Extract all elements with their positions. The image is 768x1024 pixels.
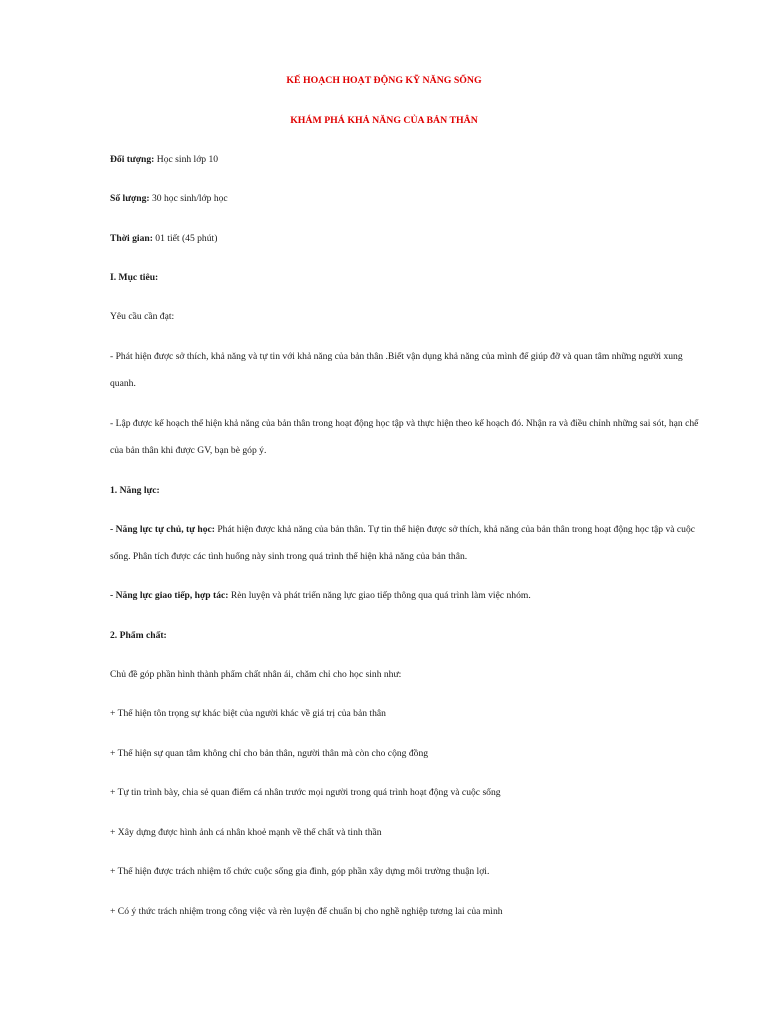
time-value: 01 tiết (45 phút) — [152, 233, 218, 244]
quality-item: + Tự tin trình bày, chia sẻ quan điểm cá nhân trước mọi người trong quá trình hoạt động và cuộc sống — [110, 787, 501, 798]
time-label: Thời gian: — [110, 233, 153, 244]
quality-item: + Thể hiện được trách nhiệm tổ chức cuộc sống gia đình, góp phần xây dựng môi trường thuận lợi. — [110, 866, 490, 877]
quality-intro: Chủ đề góp phần hình thành phẩm chất nhân ái, chăm chỉ cho học sinh như: — [110, 669, 402, 680]
quantity-value: 30 học sinh/lớp học — [149, 193, 228, 204]
requirements-intro: Yêu cầu cần đạt: — [110, 311, 175, 322]
competence-1-text: Phát hiện được khả năng của bản thân. Tự tin thể hiện được sở thích, khả năng của bản thân trong hoạt động học tập và cuộc sống. Phân tích được các tình huống này sinh trong quá trình thể hiện khả năng của bản thân. — [110, 524, 696, 562]
section-heading-competence: 1. Năng lực: — [110, 485, 160, 496]
competence-2-label: - Năng lực giao tiếp, hợp tác: — [110, 590, 229, 601]
requirement-paragraph-2: - Lập được kế hoạch thể hiện khả năng của bản thân trong hoạt động học tập và thực hiện theo kế hoạch đó. Nhận ra và điều chỉnh những sai sót, hạn chế của bản thân khi được GV, bạn bè góp ý. — [110, 418, 699, 456]
requirement-paragraph-1: - Phát hiện được sở thích, khả năng và tự tin với khả năng của bản thân .Biết vận dụng khả năng của mình để giúp đỡ và quan tâm những người xung quanh. — [110, 351, 683, 389]
target-line — [110, 154, 705, 166]
quality-item: + Xây dựng được hình ảnh cá nhân khoẻ mạnh về thể chất và tinh thần — [110, 827, 382, 838]
competence-1-label: - Năng lực tự chủ, tự học: — [110, 524, 215, 535]
competence-paragraph-2 — [110, 590, 705, 602]
document-subtitle: KHÁM PHÁ KHẢ NĂNG CỦA BẢN THÂN — [290, 115, 478, 126]
section-heading-quality: 2. Phẩm chất: — [110, 630, 167, 641]
section-heading-objectives: I. Mục tiêu: — [110, 272, 159, 283]
competence-2-text: Rèn luyện và phát triển năng lực giao tiếp thông qua quá trình làm việc nhóm. — [228, 590, 531, 601]
quantity-line — [110, 193, 705, 205]
time-line — [110, 233, 705, 245]
competence-paragraph-1 — [110, 516, 705, 570]
target-value: Học sinh lớp 10 — [154, 154, 219, 165]
target-label: Đối tượng: — [110, 154, 155, 165]
quality-item: + Thể hiện tôn trọng sự khác biệt của người khác về giá trị của bản thân — [110, 708, 386, 719]
quantity-label: Số lượng: — [110, 193, 150, 204]
quality-item: + Thể hiện sự quan tâm không chỉ cho bản thân, người thân mà còn cho cộng đồng — [110, 748, 429, 759]
quality-item: + Có ý thức trách nhiệm trong công việc và rèn luyện để chuẩn bị cho nghề nghiệp tương lai của mình — [110, 906, 503, 917]
document-title: KẾ HOẠCH HOẠT ĐỘNG KỸ NĂNG SỐNG — [286, 75, 482, 86]
